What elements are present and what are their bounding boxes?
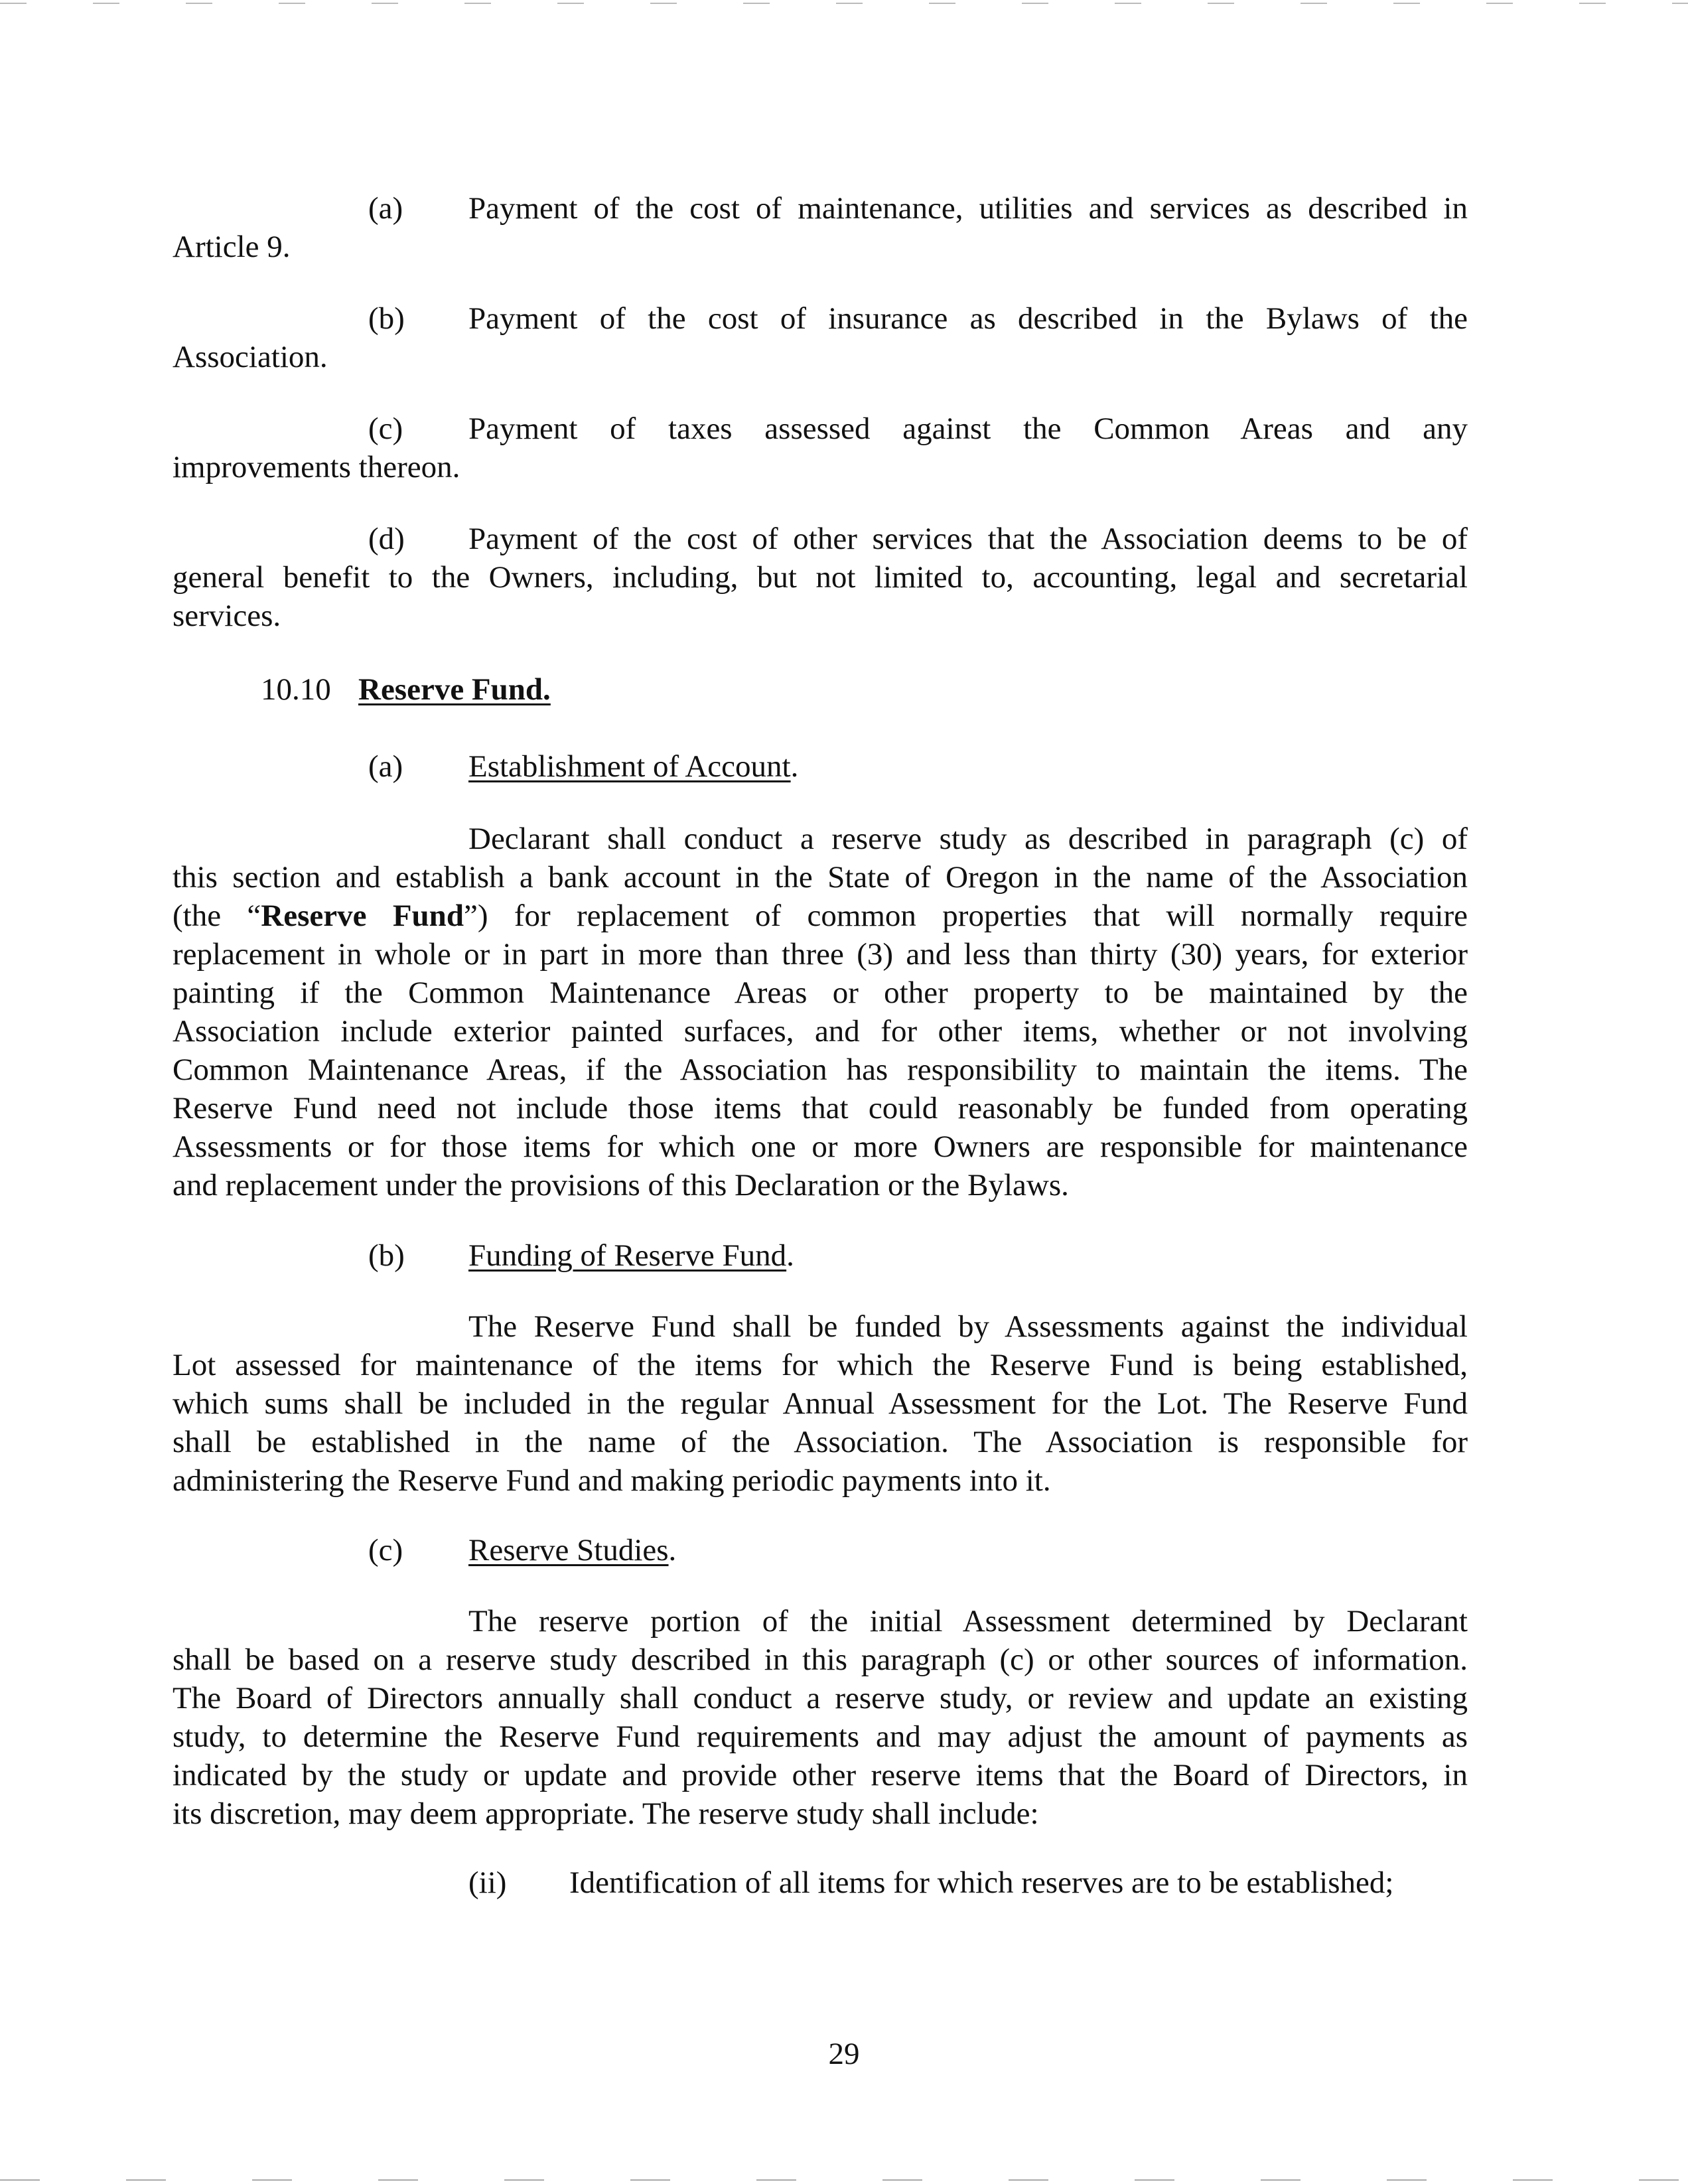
scan-edge-bottom xyxy=(0,2179,1688,2181)
sub-a-line-7: Reserve Fund need not include those items that could reasonably be funded from operating xyxy=(173,1091,1468,1126)
item-a-text: Payment of the cost of maintenance, utilities and services as described in xyxy=(468,191,1468,226)
item-a-label: (a) xyxy=(368,191,403,226)
item-c-label: (c) xyxy=(368,411,403,446)
sub-a-label: (a) xyxy=(368,749,403,784)
sub-a-first-row xyxy=(0,820,1468,858)
sub-a-line-8: Assessments or for those items for which one or more Owners are responsible for maintenance xyxy=(173,1129,1468,1164)
sub-c-first-row xyxy=(0,1602,1468,1640)
sub-b-heading-row xyxy=(0,1236,1468,1275)
sub-b-line-1: Lot assessed for maintenance of the items for which the Reserve Fund is being established, xyxy=(173,1348,1468,1382)
item-b-label: (b) xyxy=(368,301,405,336)
sub-b-heading xyxy=(468,1236,794,1275)
sub-a-defined-term: Reserve Fund xyxy=(261,899,464,933)
sub-b-first-row xyxy=(0,1307,1468,1346)
item-b-text: Payment of the cost of insurance as described in the Bylaws of the xyxy=(468,301,1468,336)
sub-a-last-line: and replacement under the provisions of this Declaration or the Bylaws. xyxy=(173,1168,1069,1202)
sub-b-first-line: The Reserve Fund shall be funded by Assessments against the individual xyxy=(468,1309,1468,1344)
sub-a-heading-row xyxy=(0,747,1468,786)
sub-b-last-line: administering the Reserve Fund and making periodic payments into it. xyxy=(173,1463,1051,1498)
sub-c-heading-end: . xyxy=(668,1533,677,1567)
page-number: 29 xyxy=(828,2037,860,2071)
sub-ii-row xyxy=(0,1863,1468,1902)
sub-a-line-5: Association include exterior painted surfaces, and for other items, whether or not involving xyxy=(173,1014,1468,1049)
item-c-text: Payment of taxes assessed against the Common Areas and any xyxy=(468,411,1468,446)
sub-c-line-4: indicated by the study or update and provide other reserve items that the Board of Directors, in xyxy=(173,1758,1468,1792)
scan-edge-top xyxy=(0,3,1688,4)
item-c-row xyxy=(0,409,1468,448)
item-d-text: Payment of the cost of other services that the Association deems to be of xyxy=(468,522,1468,556)
sub-a-first-line: Declarant shall conduct a reserve study as described in paragraph (c) of xyxy=(468,822,1468,856)
sub-b-line-2: which sums shall be included in the regular Annual Assessment for the Lot. The Reserve Fund xyxy=(173,1386,1468,1421)
section-number: 10.10 xyxy=(261,672,331,707)
sub-a-heading-text: Establishment of Account xyxy=(468,749,791,784)
sub-a-line-1: this section and establish a bank account in the State of Oregon in the name of the Association xyxy=(173,860,1468,895)
sub-c-heading-row xyxy=(0,1531,1468,1569)
sub-b-label: (b) xyxy=(368,1238,405,1273)
sub-b-heading-text: Funding of Reserve Fund xyxy=(468,1238,787,1273)
sub-a-line-2-pre: (the “ xyxy=(173,899,261,933)
item-a-continuation: Article 9. xyxy=(173,230,291,264)
sub-c-line-1: shall be based on a reserve study described in this paragraph (c) or other sources of information. xyxy=(173,1642,1468,1677)
sub-ii-text: Identification of all items for which reserves are to be established; xyxy=(569,1865,1394,1900)
item-d-row xyxy=(0,520,1468,558)
sub-a-line-6: Common Maintenance Areas, if the Association has responsibility to maintain the items. The xyxy=(173,1053,1468,1087)
item-d-line2: general benefit to the Owners, including, but not limited to, accounting, legal and secretarial xyxy=(173,560,1468,595)
sub-a-line-2-post: ”) for replacement of common properties that will normally require xyxy=(463,899,1468,933)
sub-c-heading-text: Reserve Studies xyxy=(468,1533,669,1567)
section-heading xyxy=(0,670,1468,709)
item-b-continuation: Association. xyxy=(173,340,328,374)
sub-a-line-2 xyxy=(173,897,1468,935)
sub-a-heading xyxy=(468,747,798,786)
section-title: Reserve Fund. xyxy=(358,672,551,707)
sub-a-heading-end: . xyxy=(790,749,799,784)
sub-c-label: (c) xyxy=(368,1533,403,1567)
item-c-continuation: improvements thereon. xyxy=(173,450,460,484)
sub-c-heading xyxy=(468,1531,676,1569)
item-a-row xyxy=(0,189,1468,228)
sub-c-line-3: study, to determine the Reserve Fund requirements and may adjust the amount of payments as xyxy=(173,1719,1468,1754)
sub-b-line-3: shall be established in the name of the Association. The Association is responsible for xyxy=(173,1425,1468,1459)
sub-c-last-line: its discretion, may deem appropriate. The reserve study shall include: xyxy=(173,1796,1039,1831)
sub-ii-label: (ii) xyxy=(468,1865,507,1900)
sub-a-line-3: replacement in whole or in part in more than three (3) and less than thirty (30) years, for exterior xyxy=(173,937,1468,972)
sub-c-first-line: The reserve portion of the initial Assessment determined by Declarant xyxy=(468,1604,1468,1638)
sub-a-line-4: painting if the Common Maintenance Areas or other property to be maintained by the xyxy=(173,976,1468,1010)
item-d-continuation: services. xyxy=(173,599,281,633)
item-d-label: (d) xyxy=(368,522,405,556)
item-b-row xyxy=(0,299,1468,338)
sub-c-line-2: The Board of Directors annually shall conduct a reserve study, or review and update an existing xyxy=(173,1681,1468,1715)
sub-b-heading-end: . xyxy=(786,1238,794,1273)
